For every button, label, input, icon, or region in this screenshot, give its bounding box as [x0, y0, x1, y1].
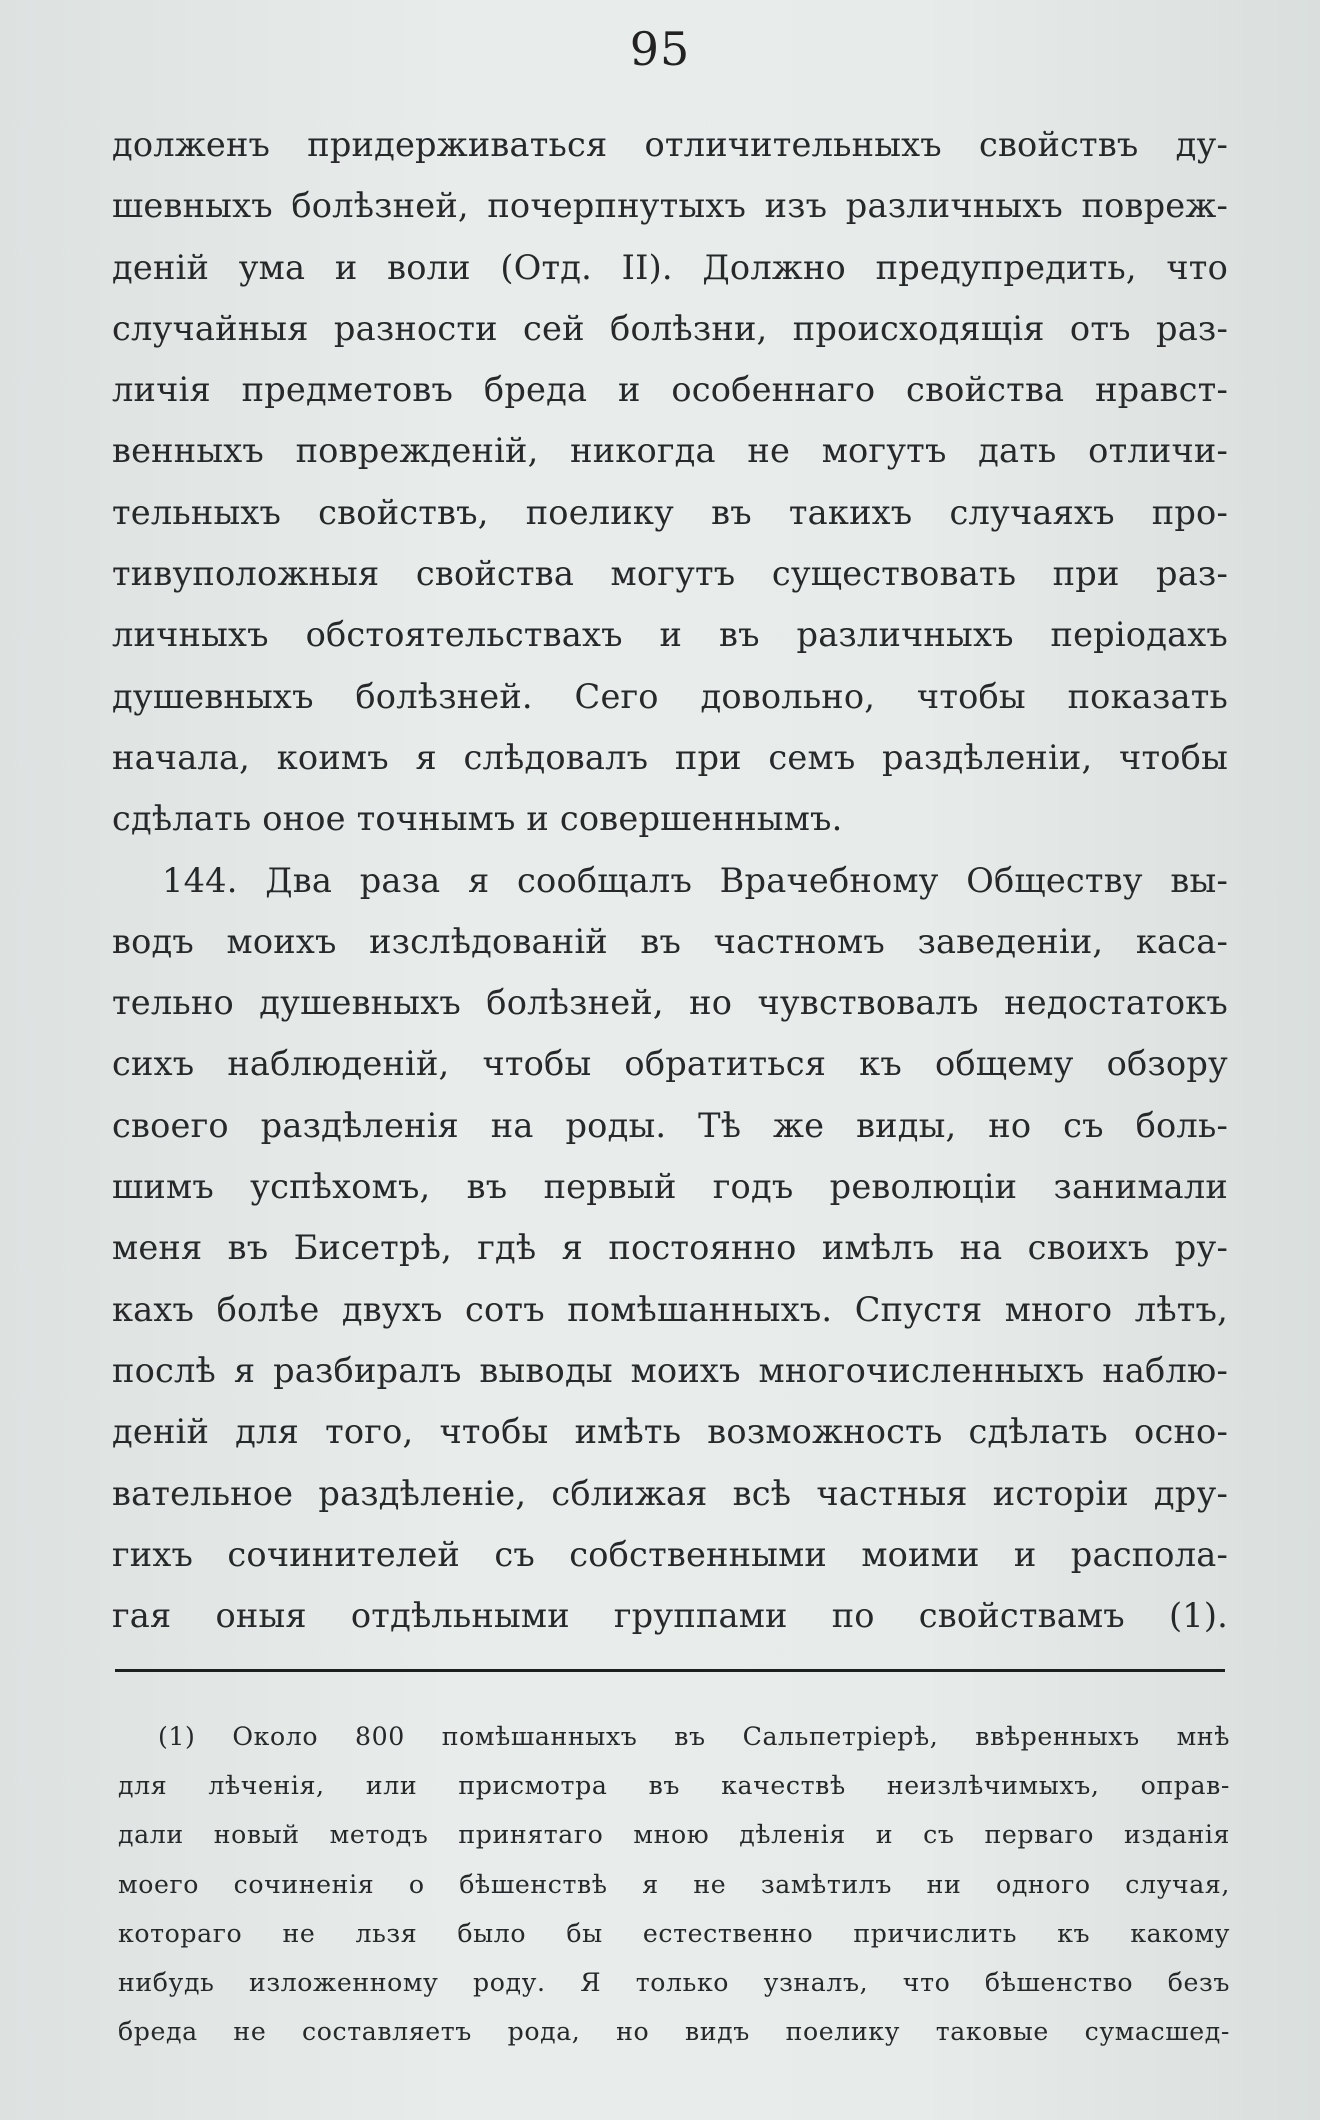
text-line: кахъ болѣе двухъ сотъ помѣшанныхъ. Спустя много лѣтъ, — [112, 1289, 1228, 1329]
text-line: венныхъ поврежденій, никогда не могутъ дать отличи- — [112, 431, 1228, 471]
text-line: сихъ наблюденій, чтобы обратиться къ общему обзору — [112, 1044, 1228, 1084]
footnote-line: котораго не льзя было бы естественно причислить къ какому — [118, 1918, 1230, 1948]
page-number: 95 — [629, 22, 691, 76]
text-line: личныхъ обстоятельствахъ и въ различныхъ періодахъ — [112, 615, 1228, 655]
footnote-divider — [115, 1669, 1225, 1672]
text-line: тельныхъ свойствъ, поелику въ такихъ случаяхъ про- — [112, 492, 1228, 532]
text-line: вательное раздѣленіе, сближая всѣ частныя исторіи дру- — [112, 1473, 1228, 1513]
text-line: случайныя разности сей болѣзни, происходящія отъ раз- — [112, 308, 1228, 348]
text-line: тивуположныя свойства могутъ существовать при раз- — [112, 554, 1228, 594]
text-line: своего раздѣленія на роды. Тѣ же виды, но съ боль- — [112, 1105, 1228, 1145]
footnote-line: бреда не составляетъ рода, но видъ поелику таковые сумасшед- — [118, 2017, 1230, 2047]
text-line: душевныхъ болѣзней. Сего довольно, чтобы показать — [112, 676, 1228, 716]
text-line: шимъ успѣхомъ, въ первый годъ революціи занимали — [112, 1167, 1228, 1207]
text-line: деній для того, чтобы имѣть возможность сдѣлать осно- — [112, 1412, 1228, 1452]
paragraph-144-start: 144. Два раза я сообщалъ Врачебному Обществу вы- — [162, 860, 1228, 900]
text-line: гая оныя отдѣльными группами по свойствамъ (1). — [112, 1596, 1228, 1636]
footnote-line: (1) Около 800 помѣшанныхъ въ Сальпетріерѣ, ввѣренныхъ мнѣ — [158, 1722, 1230, 1751]
main-text-block — [112, 114, 1228, 1646]
footnote-line: дали новый методъ принятаго мною дѣленія и съ перваго изданія — [118, 1820, 1230, 1850]
text-line: личія предметовъ бреда и особеннаго свойства нравст- — [112, 370, 1228, 410]
text-line: водъ моихъ изслѣдованій въ частномъ заведеніи, каса- — [112, 921, 1228, 961]
text-line: тельно душевныхъ болѣзней, но чувствовалъ недостатокъ — [112, 983, 1228, 1023]
footnote-line: для лѣченія, или присмотра въ качествѣ неизлѣчимыхъ, оправ- — [118, 1771, 1230, 1801]
footnote-block — [118, 1712, 1230, 2056]
text-line: сдѣлать оное точнымъ и совершеннымъ. — [112, 799, 843, 839]
text-line: шевныхъ болѣзней, почерпнутыхъ изъ различныхъ повреж- — [112, 186, 1228, 226]
text-line: гихъ сочинителей съ собственными моими и распола- — [112, 1534, 1228, 1574]
text-line: деній ума и воли (Отд. II). Должно предупредить, что — [112, 247, 1228, 287]
text-line: послѣ я разбиралъ выводы моихъ многочисленныхъ наблю- — [112, 1350, 1228, 1390]
text-line: начала, коимъ я слѣдовалъ при семъ раздѣленіи, чтобы — [112, 737, 1228, 777]
footnote-line: моего сочиненія о бѣшенствѣ я не замѣтилъ ни одного случая, — [118, 1869, 1230, 1899]
footnote-line: нибудь изложенному роду. Я только узналъ, что бѣшенство безъ — [118, 1967, 1230, 1997]
text-line: долженъ придерживаться отличительныхъ свойствъ ду- — [112, 125, 1228, 164]
text-line: меня въ Бисетрѣ, гдѣ я постоянно имѣлъ на своихъ ру- — [112, 1228, 1228, 1268]
